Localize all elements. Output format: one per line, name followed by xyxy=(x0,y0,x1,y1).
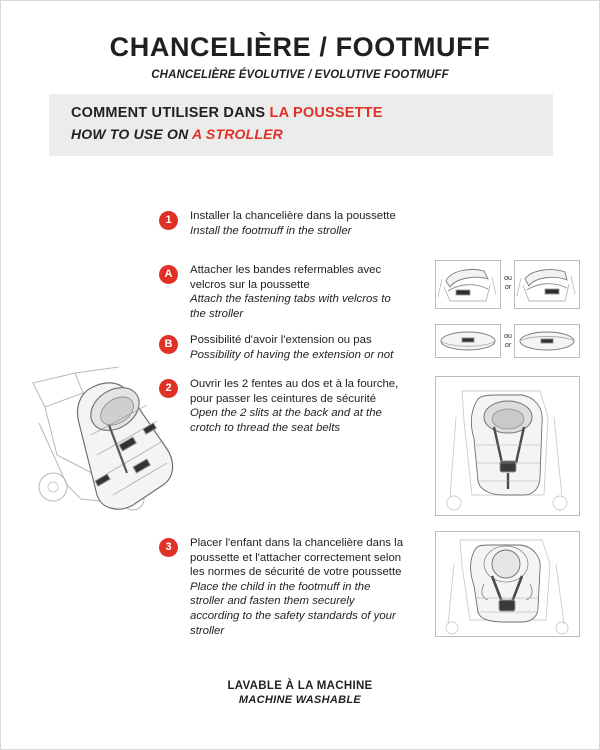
step-1-en: Install the footmuff in the stroller xyxy=(190,224,352,237)
step-3-text xyxy=(190,536,407,638)
step-b xyxy=(159,333,393,362)
footer-fr: LAVABLE À LA MACHINE xyxy=(227,680,373,692)
velcro-or-fr: ou xyxy=(504,275,512,282)
step-b-text xyxy=(190,333,393,362)
step-2-fr: Ouvrir les 2 fentes au dos et à la fourche, pour passer les ceintures de sécurité xyxy=(190,378,399,405)
illustration-velcro-left xyxy=(435,260,501,309)
step-a-en: Attach the fastening tabs with velcros to the stroller xyxy=(190,293,391,320)
step-a xyxy=(159,263,407,321)
velcro-or-label xyxy=(501,275,515,292)
section-band-fr-prefix: COMMENT UTILISER DANS xyxy=(71,105,270,121)
page-subtitle: CHANCELIÈRE ÉVOLUTIVE / EVOLUTIVE FOOTMUFF xyxy=(151,69,449,81)
step-1-marker: 1 xyxy=(159,211,178,230)
illustration-seat-belt-slits xyxy=(435,376,580,516)
step-2-marker: 2 xyxy=(159,379,178,398)
velcro-or-en: or xyxy=(504,283,512,291)
footer xyxy=(1,680,599,706)
illustration-child-in-footmuff xyxy=(435,531,580,637)
section-band-fr xyxy=(71,105,553,121)
section-band-fr-accent: LA POUSSETTE xyxy=(269,105,383,121)
step-b-fr: Possibilité d'avoir l'extension ou pas xyxy=(190,334,372,346)
illustration-extension-left xyxy=(435,324,501,358)
step-a-text xyxy=(190,263,407,321)
step-2 xyxy=(159,377,407,435)
section-band-en-accent: A STROLLER xyxy=(192,126,283,142)
step-1 xyxy=(159,209,396,238)
step-b-marker: B xyxy=(159,335,178,354)
step-3-marker: 3 xyxy=(159,538,178,557)
step-a-fr: Attacher les bandes refermables avec velcros sur la poussette xyxy=(190,264,382,291)
section-band-en xyxy=(71,126,553,142)
step-b-en: Possibility of having the extension or not xyxy=(190,348,394,361)
footer-en: MACHINE WASHABLE xyxy=(238,694,362,706)
step-2-text xyxy=(190,377,407,435)
illustration-velcro-right xyxy=(514,260,580,309)
extension-or-label xyxy=(501,333,515,350)
step-1-text xyxy=(190,209,396,238)
extension-or-fr: ou xyxy=(504,333,512,340)
section-band-en-prefix: HOW TO USE ON xyxy=(71,126,193,142)
step-3-en: Place the child in the footmuff in the stroller and fasten them securely according to the safety standards of your stroller xyxy=(190,580,396,637)
step-2-en: Open the 2 slits at the back and at the crotch to thread the seat belts xyxy=(190,407,382,434)
step-1-fr: Installer la chancelière dans la poussette xyxy=(190,210,396,222)
section-band xyxy=(49,94,553,156)
step-a-marker: A xyxy=(159,265,178,284)
extension-or-en: or xyxy=(504,341,512,349)
step-3-fr: Placer l'enfant dans la chancelière dans la poussette et l'attacher correctement selon les normes de sécurité de votre poussette xyxy=(190,537,404,579)
step-3 xyxy=(159,536,407,638)
illustration-extension-right xyxy=(514,324,580,358)
page-title: CHANCELIÈRE / FOOTMUFF xyxy=(109,32,491,62)
